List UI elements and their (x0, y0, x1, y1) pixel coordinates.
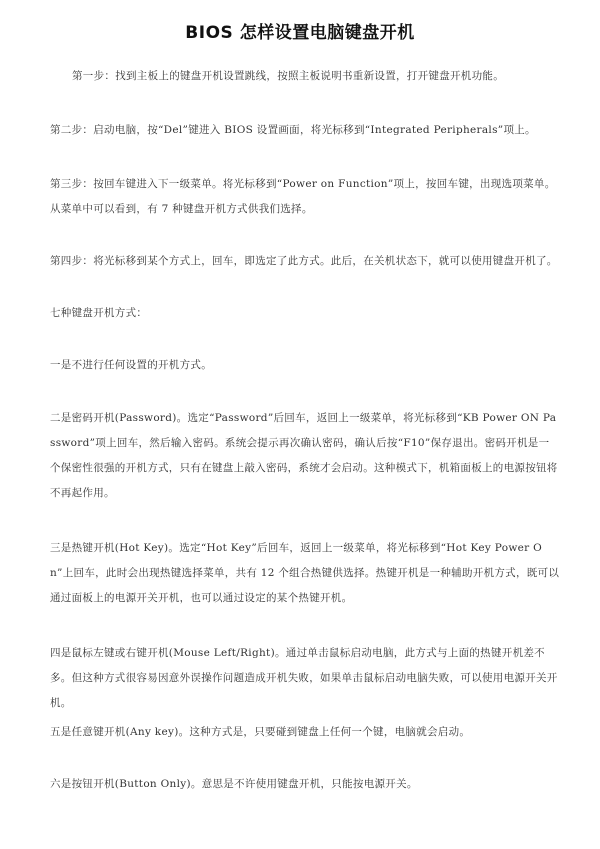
paragraph-methods-heading: 七种键盘开机方式： (50, 307, 148, 319)
paragraph-method-4: 四是鼠标左键或右键开机(Mouse Left/Right)。通过单击鼠标启动电脑，此方式与上面的热键开机差不多。但这种方式很容易因意外误操作问题造成开机失败，如果单击鼠标启动电脑失败，可以使用电源开关开机。 (50, 647, 558, 709)
paragraph-method-1: 一是不进行任何设置的开机方式。 (50, 359, 212, 371)
paragraph-method-6: 六是按钮开机(Button Only)。意思是不许使用键盘开机，只能按电源开关。 (50, 778, 418, 790)
paragraph-method-3: 三是热键开机(Hot Key)。选定“Hot Key”后回车，返回上一级菜单，将光标移到“Hot Key Power On”上回车，此时会出现热键选择菜单，共有 12 个组合热键供选择。热键开机是一种辅助开机方式，既可以通过面板上的电源开关开机，也可以通过设定的某个热键开机。 (50, 542, 560, 604)
page-title: BIOS 怎样设置电脑键盘开机 (185, 23, 415, 43)
paragraph-step-1: 第一步：找到主板上的键盘开机设置跳线，按照主板说明书重新设置，打开键盘开机功能。 (72, 70, 504, 82)
paragraph-step-4: 第四步：将光标移到某个方式上，回车，即选定了此方式。此后，在关机状态下，就可以使用键盘开机了。 (50, 255, 558, 267)
paragraph-step-3: 第三步：按回车键进入下一级菜单。将光标移到“Power on Function”项上，按回车键，出现选项菜单。从菜单中可以看到，有 7 种键盘开机方式供我们选择。 (50, 178, 556, 215)
paragraph-method-2: 二是密码开机(Password)。选定“Password”后回车，返回上一级菜单，将光标移到“KB Power ON Password”项上回车，然后输入密码。系统会提示再次确认密码，确认后按“F10”保存退出。密码开机是一个保密性很强的开机方式，只有在键盘上敲入密码，系统才会启动。这种模式下，机箱面板上的电源按钮将不再起作用。 (50, 412, 558, 499)
paragraph-step-2: 第二步：启动电脑，按“Del”键进入 BIOS 设置画面，将光标移到“Integrated Peripherals”项上。 (50, 124, 536, 136)
paragraph-method-5: 五是任意键开机(Any key)。这种方式是，只要碰到键盘上任何一个键，电脑就会启动。 (50, 726, 471, 738)
